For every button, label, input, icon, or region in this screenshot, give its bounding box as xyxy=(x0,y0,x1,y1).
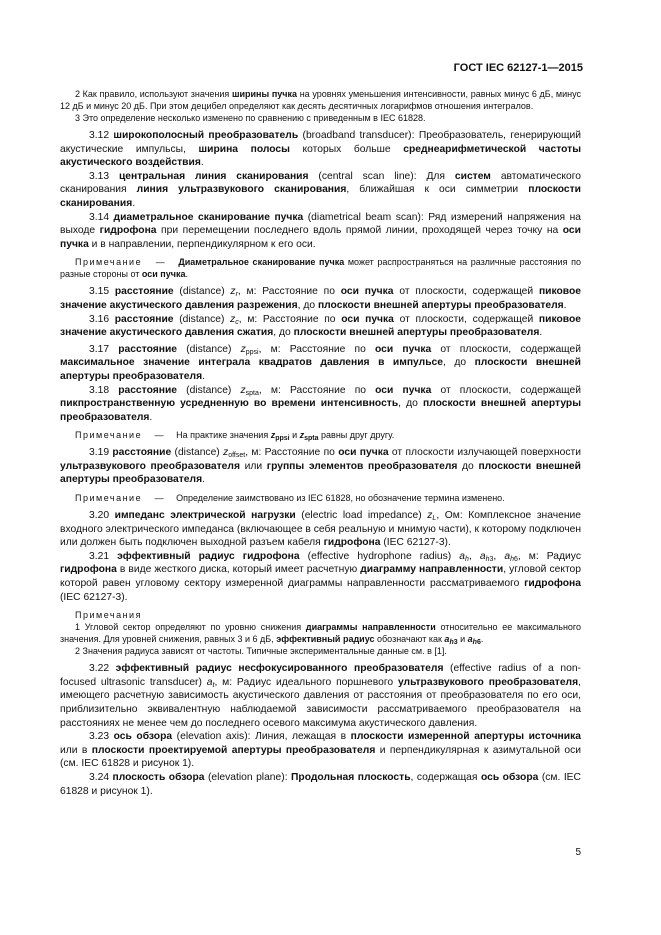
section-3-15: 3.15 расстояние (distance) $z_r$, м: Расстояние по оси пучка от плоскости, содержащей пиковое значение акустического давления разрежения, до плоскости внешней апертуры преобразователя. xyxy=(60,286,582,311)
section-3-20: 3.20 импеданс электрической нагрузки (electric load impedance) $z_L$, Ом: Комплексное значение входного электрического импеданса (включающее в себя реальную и мнимую части), к которому подключен или должен быть подключен выходной разъем кабеля гидрофона (IEC 62127-3). xyxy=(60,510,581,549)
section-3-16: 3.16 расстояние (distance) $z_c$, м: Расстояние по оси пучка от плоскости, содержащей пиковое значение акустического давления сжатия, до плоскости внешней апертуры преобразователя. xyxy=(60,313,581,339)
notes-3-21-title: Примечания xyxy=(75,610,142,621)
section-3-23: 3.23 ось обзора (elevation axis): Линия, лежащая в плоскости измеренной апертуры источника или в плоскости проектируемой апертуры преобразователя и перпендикулярная к азимутальной оси (см. IEC 61828 и рисунок 1). xyxy=(60,731,581,770)
note-3-18: Примечание — На практике значения $z_{ppsi}$ и $z_{spta}$ равны друг другу. xyxy=(75,430,395,443)
section-3-22: 3.22 эффективный радиус несфокусированного преобразователя (effective radius of a non-focused ultrasonic transducer) $a_t$, м: Радиус идеального поршневого ультразвукового преобразователя, имеющего расчетную зависимость акустического давления от расстояния от преобразователя по его оси, приблизительно эквивалентную наблюдаемой зависимости рассматриваемого преобразователя на расстояниях не менее чем до последнего осевого максимума акустического давления. xyxy=(60,663,581,729)
note-3: 3 Это определение несколько изменено по сравнению с приведенным в IEC 61828. xyxy=(75,113,426,123)
section-3-13: 3.13 центральная линия сканирования (central scan line): Для систем автоматического сканирования линия ультразвукового сканирования, ближайшая к оси симметрии плоскости сканирования. xyxy=(60,170,582,209)
note-3-21-2: 2 Значения радиуса зависят от частоты. Типичные экспериментальные данные см. в [1]. xyxy=(75,646,447,657)
note-3-14: Примечание — Диаметральное сканирование пучка может распространяться на различные расстояния по разные стороны от оси пучка. xyxy=(60,257,581,280)
section-3-14: 3.14 диаметральное сканирование пучка (diametrical beam scan): Ряд измерений напряжения на выходе гидрофона при перемещении последнего вдоль прямой линии, проходящей через точку на оси пучка и в направлении, перпендикулярном к его оси. xyxy=(60,211,581,250)
section-3-12: 3.12 широкополосный преобразователь (broadband transducer): Преобразователь, генерирующий акустические импульсы, ширина полосы которых больше среднеарифметической частоты акустического воздействия. xyxy=(60,130,581,169)
note-3-21-1: 1 Угловой сектор определяют по уровню снижения диаграммы направленности относительно ее максимального значения. Для уровней снижения, равных 3 и 6 дБ, эффективный радиус обозначают как $a_{h3}$ и $a_{h6}$. xyxy=(60,622,582,647)
note-3-19: Примечание — Определение заимствовано из IEC 61828, но обозначение термина изменено. xyxy=(75,493,505,504)
section-3-21: 3.21 эффективный радиус гидрофона (effective hydrophone radius) $a_h$, $a_{h3}$, $a_{h6}$, м: Радиус гидрофона в виде жесткого диска, который имеет расчетную диаграмму направленности, угловой сектор которой равен угловому сектору измеренной диаграммы направленности рассматриваемого гидрофона (IEC 62127-3). xyxy=(60,550,581,603)
document-body xyxy=(60,88,581,798)
section-3-17: 3.17 расстояние (distance) $z_{ppsi}$, м: Расстояние по оси пучка от плоскости, содержащей максимальное значение интеграла квадратов давления в импульсе, до плоскости внешней апертуры преобразователя. xyxy=(60,343,582,382)
page-number: 5 xyxy=(575,847,581,858)
section-3-18: 3.18 расстояние (distance) $z_{spta}$, м: Расстояние по оси пучка от плоскости, содержащей пикпространственную усредненную во времени интенсивность, до плоскости внешней апертуры преобразователя. xyxy=(60,384,582,423)
document-header: ГОСТ IEC 62127-1—2015 xyxy=(453,62,583,74)
section-3-24: 3.24 плоскость обзора (elevation plane): Продольная плоскость, содержащая ось обзора (см. IEC 61828 и рисунок 1). xyxy=(60,771,581,797)
note-2: 2 Как правило, используют значения ширины пучка на уровнях уменьшения интенсивности, равных минус 6 дБ, минус 12 дБ и минус 20 дБ. При этом децибел определяют как десять десятичных логарифмов отношения интегралов. xyxy=(60,89,581,111)
section-3-19: 3.19 расстояние (distance) $z_{offset}$, м: Расстояние по оси пучка от плоскости излучающей поверхности ультразвукового преобразователя или группы элементов преобразователя до плоскости внешней апертуры преобразователя. xyxy=(60,447,581,486)
